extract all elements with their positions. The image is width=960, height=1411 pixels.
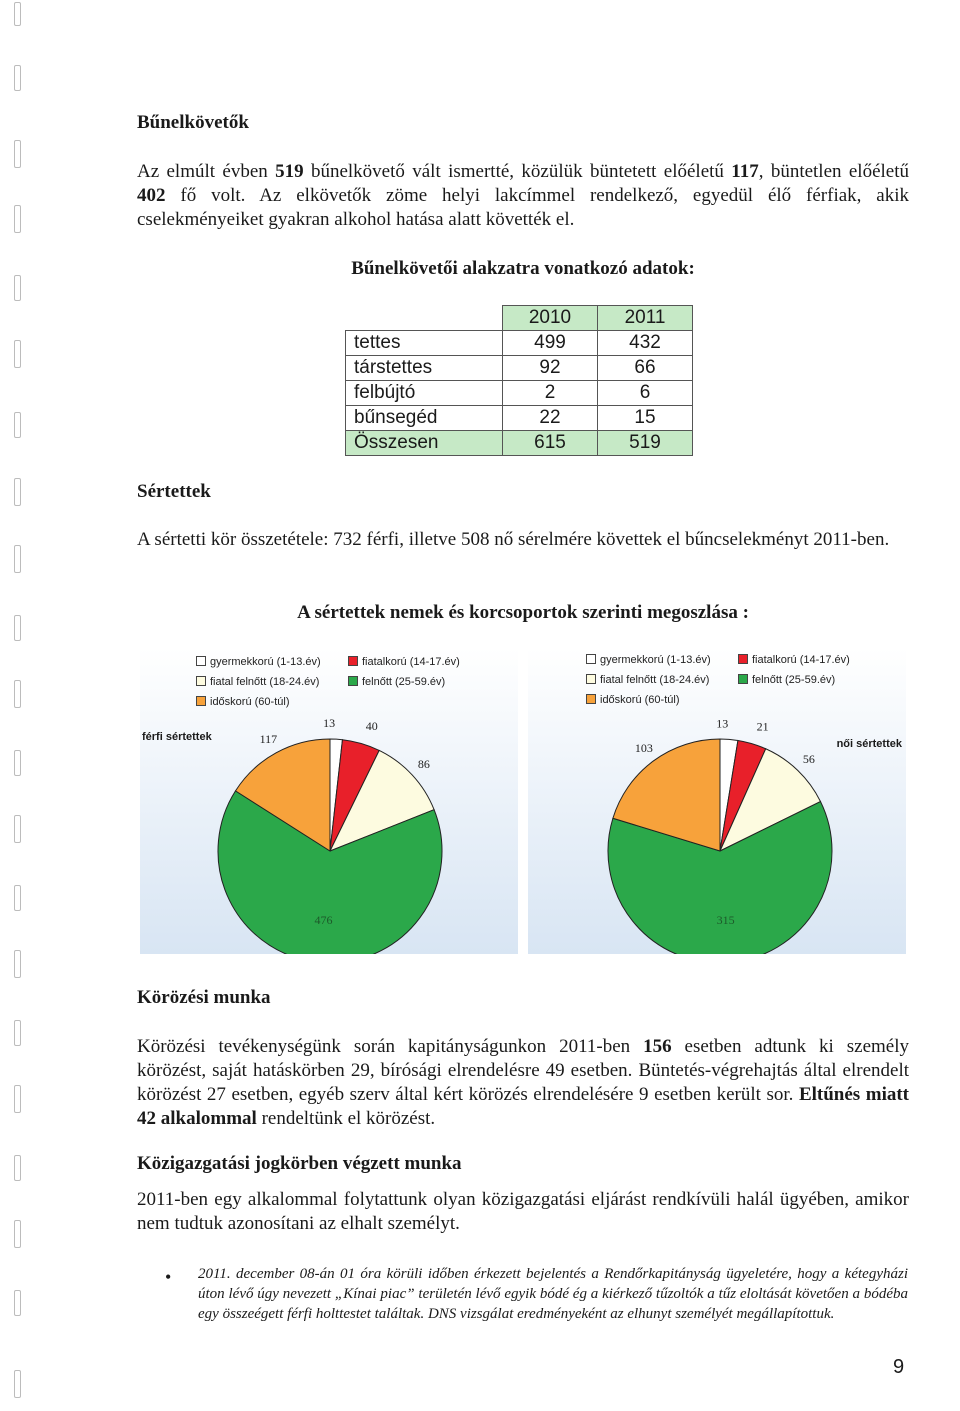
victims-chart-title: A sértettek nemek és korcsoportok szerinti megoszlása : xyxy=(297,602,749,623)
cell-2010: 22 xyxy=(503,406,598,431)
table-row xyxy=(346,356,693,381)
legend-label: gyermekkorú (1-13.év) xyxy=(600,654,711,666)
pie-value-label: 476 xyxy=(314,913,333,928)
table-row xyxy=(346,406,693,431)
bullet-dot: • xyxy=(165,1267,172,1287)
admin-bullet-text: 2011. december 08-án 01 óra körüli időben érkezett bejelentés a Rendőrkapitányság ügyeletére, hogy a kétegyházi úton lévő úgy nevezett „Kínai piac” területén lévő egyik bódé ég a kiérkező tűzoltók a tűz eloltását követően a bódéba egy összeégett férfi holttestet találtak. DNS vizsgálat eredményeként az elhunyt személyét megállapítottuk. xyxy=(198,1266,908,1322)
cell-2011: 6 xyxy=(598,381,693,406)
pie-value-label: 21 xyxy=(756,719,769,734)
year-2010-header: 2010 xyxy=(503,306,598,331)
legend-label: időskorú (60-túl) xyxy=(600,694,680,706)
warrant-heading: Körözési munka xyxy=(137,987,271,1008)
legend-label: fiatal felnőtt (18-24.év) xyxy=(210,676,320,688)
legend-label: felnőtt (25-59.év) xyxy=(752,674,836,686)
year-2011-header: 2011 xyxy=(598,306,693,331)
pie-value-label: 103 xyxy=(634,741,653,756)
table-row xyxy=(346,331,693,356)
male-chart-title: férfi sértettek xyxy=(142,731,212,743)
row-label: tettes xyxy=(346,331,503,356)
male-victims-chart xyxy=(140,648,518,954)
legend-label: időskorú (60-túl) xyxy=(210,696,290,708)
legend-label: felnőtt (25-59.év) xyxy=(362,676,446,688)
legend-label: gyermekkorú (1-13.év) xyxy=(210,656,321,668)
pie-value-label: 117 xyxy=(259,731,278,746)
female-victims-chart xyxy=(528,648,906,954)
table-total-row xyxy=(346,431,693,456)
table-header-row xyxy=(346,306,693,331)
page-number: 9 xyxy=(893,1356,905,1378)
victims-heading: Sértettek xyxy=(137,481,211,502)
cell-2011: 15 xyxy=(598,406,693,431)
row-label: Összesen xyxy=(346,431,503,456)
legend-label: fiatal felnőtt (18-24.év) xyxy=(600,674,710,686)
offender-table-title: Bűnelkövetői alakzatra vonatkozó adatok: xyxy=(351,258,695,279)
table-corner xyxy=(346,306,503,331)
legend-label: fiatalkorú (14-17.év) xyxy=(362,656,460,668)
cell-2011: 519 xyxy=(598,431,693,456)
admin-paragraph: 2011-ben egy alkalommal folytattunk olyan közigazgatási eljárást rendkívüli halál ügyében, amikor nem tudtuk azonosítani az elhalt személyt. xyxy=(137,1189,909,1234)
pie-value-label: 86 xyxy=(417,757,430,772)
offenders-heading: Bűnelkövetők xyxy=(137,112,249,133)
cell-2010: 499 xyxy=(503,331,598,356)
legend-label: fiatalkorú (14-17.év) xyxy=(752,654,850,666)
offender-table xyxy=(345,305,693,456)
cell-2010: 615 xyxy=(503,431,598,456)
cell-2010: 92 xyxy=(503,356,598,381)
warrant-paragraph: Körözési tevékenységünk során kapitányságunkon 2011-ben 156 esetben adtunk ki személy körözést, saját hatáskörben 29, bírósági elrendelésre 49 esetben. Büntetés-végrehajtás által elrendelt körözést 27 esetben, egyéb szerv által kért körözés elrendelésére 9 esetben került sor. Eltűnés miatt 42 alkalommal rendeltünk el körözést. xyxy=(137,1036,910,1129)
pie-value-label: 40 xyxy=(365,719,378,734)
female-chart-title: női sértettek xyxy=(836,738,902,750)
pie-value-label: 13 xyxy=(716,716,729,731)
row-label: társtettes xyxy=(346,356,503,381)
row-label: bűnsegéd xyxy=(346,406,503,431)
table-row xyxy=(346,381,693,406)
cell-2010: 2 xyxy=(503,381,598,406)
offenders-paragraph: Az elmúlt évben 519 bűnelkövető vált ismertté, közülük büntetett előéletű 117, büntetlen előéletű 402 fő volt. Az elkövetők zöme helyi lakcímmel rendelkező, egyedül élő férfiak, akik cselekményeiket gyakran alkohol hatása alatt követték el. xyxy=(137,161,910,230)
male-pie-svg xyxy=(140,648,518,954)
cell-2011: 432 xyxy=(598,331,693,356)
pie-value-label: 13 xyxy=(323,716,336,731)
cell-2011: 66 xyxy=(598,356,693,381)
row-label: felbújtó xyxy=(346,381,503,406)
victims-paragraph: A sértetti kör összetétele: 732 férfi, illetve 508 nő sérelmére követtek el bűncselekményt 2011-ben. xyxy=(137,529,890,550)
female-pie-svg xyxy=(528,648,906,954)
admin-heading: Közigazgatási jogkörben végzett munka xyxy=(137,1153,462,1174)
pie-value-label: 56 xyxy=(802,751,815,766)
pie-value-label: 315 xyxy=(716,913,735,928)
